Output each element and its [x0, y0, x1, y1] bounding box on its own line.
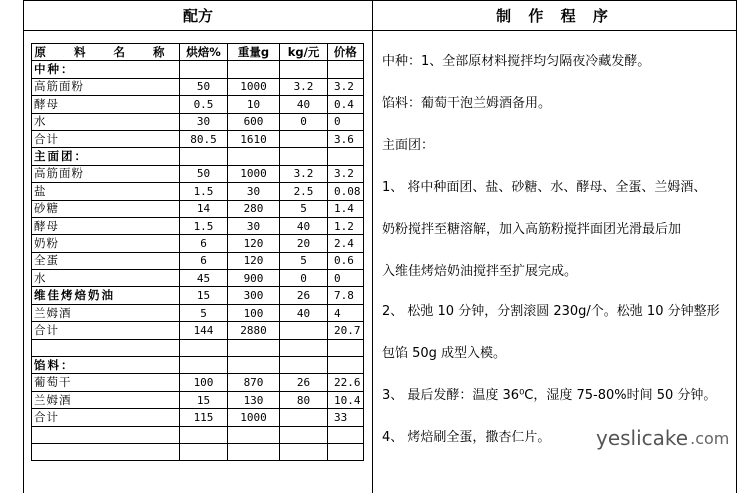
baker-percent: 30 — [180, 113, 228, 130]
baker-percent: 45 — [180, 270, 228, 287]
empty-cell — [180, 339, 228, 356]
procedure-line: 4、 烤焙刷全蛋，撒杏仁片。 — [382, 430, 551, 445]
ingredient-name: 水 — [32, 113, 180, 130]
ingredient-row — [32, 252, 364, 269]
ingredient-row — [32, 304, 364, 321]
price-per-kg — [280, 130, 328, 147]
empty-cell — [32, 426, 180, 443]
total-row — [32, 409, 364, 426]
formula-heading: 配方 — [182, 6, 213, 25]
empty-cell — [180, 443, 228, 460]
empty-cell — [280, 148, 328, 165]
weight-grams: 1000 — [228, 409, 280, 426]
empty-cell — [228, 148, 280, 165]
weight-grams: 130 — [228, 391, 280, 408]
header-divider-line — [23, 30, 737, 31]
baker-percent: 15 — [180, 391, 228, 408]
empty-cell — [228, 443, 280, 460]
watermark-suffix: .com — [690, 428, 730, 448]
ingredient-row — [32, 113, 364, 130]
procedure-line: 馅料：葡萄干泡兰姆酒备用。 — [382, 96, 552, 111]
section-label: 主面团： — [32, 148, 180, 165]
weight-grams: 120 — [228, 252, 280, 269]
price: 10.4 — [328, 391, 364, 408]
baker-percent: 1.5 — [180, 217, 228, 234]
ingredient-row — [32, 217, 364, 234]
empty-cell — [328, 443, 364, 460]
watermark-main: yeslicake — [596, 426, 689, 450]
price-per-kg: 3.2 — [280, 78, 328, 95]
column-header-name: 原 料 名 称 — [32, 44, 180, 61]
weight-grams: 1000 — [228, 165, 280, 182]
recipe-table — [31, 43, 364, 461]
baker-percent: 50 — [180, 78, 228, 95]
price: 0.6 — [328, 252, 364, 269]
price: 33 — [328, 409, 364, 426]
procedure-line: 入维佳烤焙奶油搅拌至扩展完成。 — [382, 264, 578, 279]
ingredient-row — [32, 287, 364, 304]
baker-percent: 115 — [180, 409, 228, 426]
ingredient-name: 合计 — [32, 130, 180, 147]
price: 0.08 — [328, 183, 364, 200]
empty-cell — [280, 61, 328, 78]
baker-percent: 5 — [180, 304, 228, 321]
empty-cell — [228, 426, 280, 443]
ingredient-name: 合计 — [32, 322, 180, 339]
price: 3.2 — [328, 165, 364, 182]
ingredient-row — [32, 200, 364, 217]
price-per-kg: 3.2 — [280, 165, 328, 182]
total-row — [32, 130, 364, 147]
ingredient-name: 全蛋 — [32, 252, 180, 269]
blank-row — [32, 426, 364, 443]
weight-grams: 900 — [228, 270, 280, 287]
empty-cell — [180, 148, 228, 165]
baker-percent: 0.5 — [180, 96, 228, 113]
procedure-line: 奶粉搅拌至糖溶解，加入高筋粉搅拌面团光滑最后加 — [382, 222, 682, 237]
weight-grams: 30 — [228, 183, 280, 200]
ingredient-name: 兰姆酒 — [32, 391, 180, 408]
column-header-price: 价格 — [328, 44, 364, 61]
empty-cell — [228, 339, 280, 356]
ingredient-row — [32, 78, 364, 95]
blank-row — [32, 443, 364, 460]
weight-grams: 300 — [228, 287, 280, 304]
price-per-kg — [280, 409, 328, 426]
weight-grams: 870 — [228, 374, 280, 391]
baker-percent: 15 — [180, 287, 228, 304]
baker-percent: 80.5 — [180, 130, 228, 147]
recipe-table-body — [32, 61, 364, 461]
price: 4 — [328, 304, 364, 321]
empty-cell — [180, 61, 228, 78]
table-header-row — [32, 44, 364, 61]
price: 0 — [328, 270, 364, 287]
price-per-kg: 26 — [280, 374, 328, 391]
empty-cell — [228, 357, 280, 374]
ingredient-name: 兰姆酒 — [32, 304, 180, 321]
baker-percent: 6 — [180, 252, 228, 269]
price-per-kg: 80 — [280, 391, 328, 408]
frame-left-line — [23, 0, 24, 493]
procedure-line: 1、 将中种面团、盐、砂糖、水、酵母、全蛋、兰姆酒、 — [382, 180, 707, 195]
price: 2.4 — [328, 235, 364, 252]
weight-grams: 10 — [228, 96, 280, 113]
procedure-line: 主面团： — [382, 138, 435, 153]
ingredient-row — [32, 374, 364, 391]
baker-percent: 14 — [180, 200, 228, 217]
price-per-kg — [280, 322, 328, 339]
ingredient-name: 葡萄干 — [32, 374, 180, 391]
price: 7.8 — [328, 287, 364, 304]
ingredient-name: 奶粉 — [32, 235, 180, 252]
price-per-kg: 20 — [280, 235, 328, 252]
frame-middle-line — [372, 0, 373, 493]
price: 3.2 — [328, 78, 364, 95]
price: 1.2 — [328, 217, 364, 234]
weight-grams: 1610 — [228, 130, 280, 147]
ingredient-name: 酵母 — [32, 96, 180, 113]
weight-grams: 30 — [228, 217, 280, 234]
blank-row — [32, 339, 364, 356]
price-per-kg: 5 — [280, 252, 328, 269]
price-per-kg: 0 — [280, 270, 328, 287]
weight-grams: 1000 — [228, 78, 280, 95]
frame-right-line — [736, 0, 737, 493]
ingredient-row — [32, 235, 364, 252]
empty-cell — [280, 339, 328, 356]
price-per-kg: 2.5 — [280, 183, 328, 200]
weight-grams: 100 — [228, 304, 280, 321]
watermark-logo — [596, 418, 734, 458]
ingredient-name: 酵母 — [32, 217, 180, 234]
ingredient-name: 合计 — [32, 409, 180, 426]
section-row — [32, 148, 364, 165]
procedure-line: 3、 最后发酵：温度 36⁰C，湿度 75-80%时间 50 分钟。 — [382, 388, 717, 403]
ingredient-name: 水 — [32, 270, 180, 287]
baker-percent: 50 — [180, 165, 228, 182]
ingredient-name: 维佳烤焙奶油 — [32, 287, 180, 304]
empty-cell — [280, 357, 328, 374]
price-per-kg: 5 — [280, 200, 328, 217]
total-row — [32, 322, 364, 339]
empty-cell — [280, 443, 328, 460]
empty-cell — [328, 426, 364, 443]
weight-grams: 280 — [228, 200, 280, 217]
empty-cell — [32, 443, 180, 460]
empty-cell — [328, 148, 364, 165]
price-per-kg: 26 — [280, 287, 328, 304]
price-per-kg: 40 — [280, 304, 328, 321]
ingredient-name: 砂糖 — [32, 200, 180, 217]
procedure-line: 包馅 50g 成型入模。 — [382, 346, 507, 361]
ingredient-row — [32, 183, 364, 200]
empty-cell — [328, 357, 364, 374]
procedure-line: 2、 松弛 10 分钟，分割滚圆 230g/个。松弛 10 分钟整形 — [382, 304, 720, 319]
baker-percent: 6 — [180, 235, 228, 252]
empty-cell — [280, 426, 328, 443]
procedure-line: 中种：1、全部原材料搅拌均匀隔夜冷藏发酵。 — [382, 54, 651, 69]
procedure-heading: 制 作 程 序 — [496, 6, 614, 25]
price-per-kg: 40 — [280, 217, 328, 234]
section-label: 馅料： — [32, 357, 180, 374]
empty-cell — [32, 339, 180, 356]
price-per-kg: 0 — [280, 113, 328, 130]
column-header-percent: 烘焙% — [180, 44, 228, 61]
price: 1.4 — [328, 200, 364, 217]
empty-cell — [180, 357, 228, 374]
ingredient-row — [32, 165, 364, 182]
price: 20.7 — [328, 322, 364, 339]
ingredient-row — [32, 96, 364, 113]
price-per-kg: 40 — [280, 96, 328, 113]
header-top-line — [23, 0, 737, 1]
price: 0.4 — [328, 96, 364, 113]
column-header-weight: 重量g — [228, 44, 280, 61]
ingredient-name: 高筋面粉 — [32, 165, 180, 182]
baker-percent: 100 — [180, 374, 228, 391]
weight-grams: 2880 — [228, 322, 280, 339]
weight-grams: 600 — [228, 113, 280, 130]
ingredient-row — [32, 270, 364, 287]
baker-percent: 144 — [180, 322, 228, 339]
ingredient-row — [32, 391, 364, 408]
empty-cell — [228, 61, 280, 78]
section-row — [32, 357, 364, 374]
empty-cell — [180, 426, 228, 443]
ingredient-name: 盐 — [32, 183, 180, 200]
empty-cell — [328, 339, 364, 356]
price: 0 — [328, 113, 364, 130]
empty-cell — [328, 61, 364, 78]
baker-percent: 1.5 — [180, 183, 228, 200]
price: 3.6 — [328, 130, 364, 147]
price: 22.6 — [328, 374, 364, 391]
section-row — [32, 61, 364, 78]
section-label: 中种： — [32, 61, 180, 78]
column-header-price-per-kg: kg/元 — [280, 44, 328, 61]
ingredient-name: 高筋面粉 — [32, 78, 180, 95]
weight-grams: 120 — [228, 235, 280, 252]
